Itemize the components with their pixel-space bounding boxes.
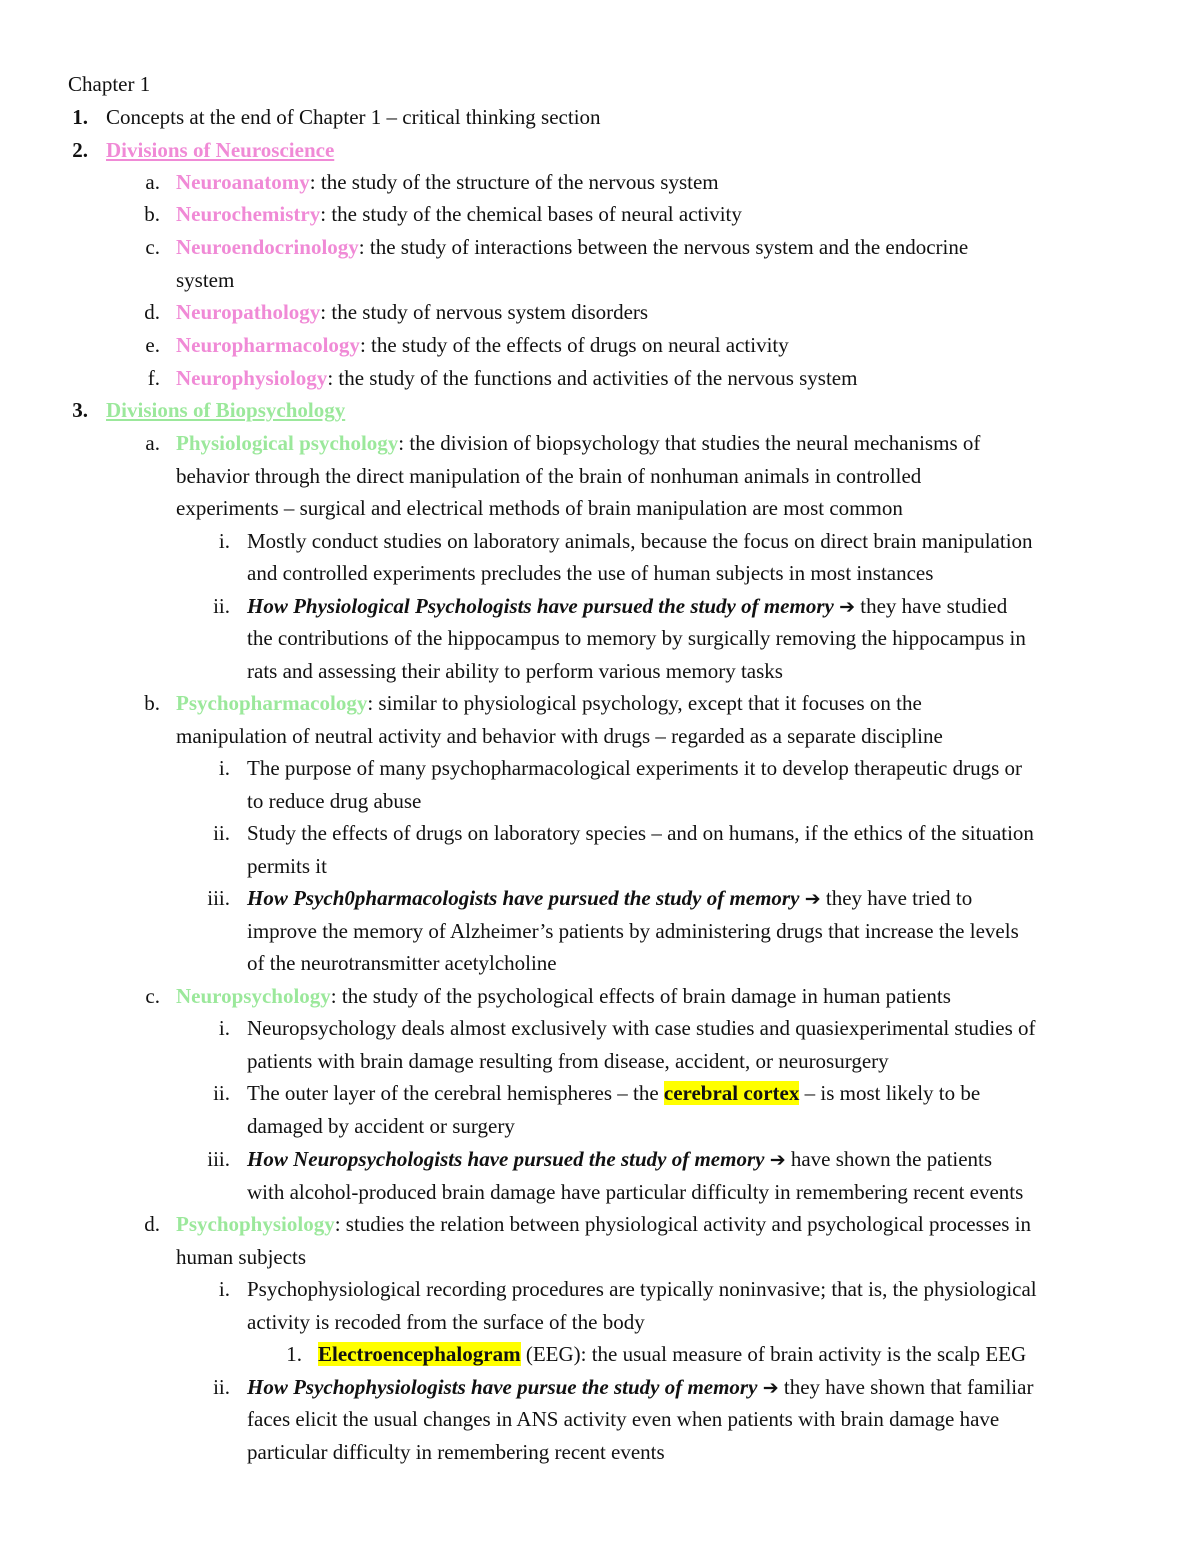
definition: : similar to physiological psychology, except that it focuses on the <box>367 691 922 715</box>
list-item-continued: damaged by accident or surgery <box>247 1114 515 1138</box>
text-after-highlight: – is most likely to be <box>799 1081 981 1105</box>
list-item <box>176 331 789 359</box>
list-item <box>247 1373 1033 1402</box>
list-item: Mostly conduct studies on laboratory animals, because the focus on direct brain manipulation <box>247 529 1033 553</box>
term: Psychopharmacology <box>176 691 368 715</box>
memory-answer: they have studied <box>855 594 1008 618</box>
list-marker: ii. <box>213 821 230 845</box>
memory-question: How Physiological Psychologists have pursued the study of memory <box>247 594 840 618</box>
term: Neurophysiology <box>176 366 328 390</box>
list-item: Neuropsychology deals almost exclusively with case studies and quasiexperimental studies of <box>247 1016 1036 1040</box>
term: Psychophysiology <box>176 1212 335 1236</box>
list-item <box>247 884 972 913</box>
list-item-continued: rats and assessing their ability to perform various memory tasks <box>247 659 783 683</box>
list-item <box>176 982 951 1010</box>
list-item-continued: activity is recoded from the surface of the body <box>247 1310 645 1334</box>
list-marker: i. <box>218 1277 230 1301</box>
list-item: The purpose of many psychopharmacological experiments it to develop therapeutic drugs or <box>247 756 1023 780</box>
list-item-continued: permits it <box>247 854 327 878</box>
list-item-continued: and controlled experiments precludes the use of human subjects in most instances <box>247 561 934 585</box>
right-arrow-icon: ➔ <box>804 888 821 910</box>
memory-question: How Neuropsychologists have pursued the study of memory <box>247 1147 770 1171</box>
definition: : the study of interactions between the nervous system and the endocrine <box>358 235 969 259</box>
memory-answer: they have tried to <box>820 886 973 910</box>
list-marker: e. <box>145 333 160 357</box>
definition: : the study of the effects of drugs on neural activity <box>359 333 789 357</box>
list-item: Study the effects of drugs on laboratory species – and on humans, if the ethics of the situation <box>247 821 1034 845</box>
list-marker: i. <box>218 756 230 780</box>
memory-question: How Psychophysiologists have pursue the study of memory <box>247 1375 763 1399</box>
list-item <box>176 689 922 717</box>
list-marker: 1. <box>286 1342 302 1366</box>
list-marker: c. <box>145 984 160 1008</box>
section-heading-neuroscience: Divisions of Neuroscience <box>106 138 335 162</box>
list-marker: f. <box>147 366 160 390</box>
list-item <box>318 1340 1026 1368</box>
list-marker: i. <box>218 529 230 553</box>
list-marker: ii. <box>213 1081 230 1105</box>
list-marker: ii. <box>213 1375 230 1399</box>
list-marker: d. <box>144 300 160 324</box>
highlighted-term: cerebral cortex <box>663 1081 800 1105</box>
definition-continued: manipulation of neutral activity and behavior with drugs – regarded as a separate discipline <box>176 724 943 748</box>
list-item <box>176 364 857 392</box>
term: Neurochemistry <box>176 202 321 226</box>
definition: : the study of the structure of the nervous system <box>309 170 719 194</box>
memory-answer: have shown the patients <box>785 1147 993 1171</box>
list-marker: iii. <box>207 1147 230 1171</box>
list-marker: 1. <box>72 105 88 129</box>
list-item-continued: faces elicit the usual changes in ANS activity even when patients with brain damage have <box>247 1407 1000 1431</box>
memory-answer: they have shown that familiar <box>778 1375 1034 1399</box>
definition: : studies the relation between physiological activity and psychological processes in <box>334 1212 1032 1236</box>
right-arrow-icon: ➔ <box>762 1377 779 1399</box>
list-marker: 3. <box>72 398 88 422</box>
list-item <box>176 168 719 196</box>
definition: : the usual measure of brain activity is the scalp EEG <box>580 1342 1027 1366</box>
definition: : the study of the functions and activities of the nervous system <box>327 366 858 390</box>
list-item <box>176 298 648 326</box>
term: Neuroanatomy <box>176 170 310 194</box>
list-item-continued: the contributions of the hippocampus to memory by surgically removing the hippocampus in <box>247 626 1026 650</box>
section-heading-biopsychology: Divisions of Biopsychology <box>106 398 346 422</box>
list-marker: d. <box>144 1212 160 1236</box>
definition-continued: system <box>176 268 235 292</box>
list-item: Psychophysiological recording procedures are typically noninvasive; that is, the physiological <box>247 1277 1037 1301</box>
definition-continued: experiments – surgical and electrical methods of brain manipulation are most common <box>176 496 903 520</box>
term: Neuropsychology <box>176 984 331 1008</box>
list-marker: i. <box>218 1016 230 1040</box>
right-arrow-icon: ➔ <box>769 1149 786 1171</box>
highlighted-term: Electroencephalogram <box>318 1342 521 1366</box>
list-marker: a. <box>145 431 160 455</box>
page-title: Chapter 1 <box>68 72 151 96</box>
list-item <box>176 200 742 228</box>
list-item <box>247 1079 980 1107</box>
list-item <box>176 233 968 261</box>
memory-question: How Psych0pharmacologists have pursued the study of memory <box>247 886 805 910</box>
list-marker: 2. <box>72 138 88 162</box>
list-item <box>247 592 1007 621</box>
list-marker: c. <box>145 235 160 259</box>
term: Neuroendocrinology <box>176 235 359 259</box>
definition: : the study of the chemical bases of neural activity <box>320 202 742 226</box>
definition-continued: behavior through the direct manipulation of the brain of nonhuman animals in controlled <box>176 464 922 488</box>
list-marker: b. <box>144 691 160 715</box>
list-item-continued: of the neurotransmitter acetylcholine <box>247 951 557 975</box>
list-marker: b. <box>144 202 160 226</box>
term: Neuropathology <box>176 300 321 324</box>
list-item-continued: to reduce drug abuse <box>247 789 422 813</box>
term: Neuropharmacology <box>176 333 360 357</box>
list-item <box>247 1145 992 1174</box>
text-before-highlight: The outer layer of the cerebral hemispheres – the <box>247 1081 664 1105</box>
abbreviation: (EEG) <box>520 1342 581 1366</box>
list-item-continued: patients with brain damage resulting from disease, accident, or neurosurgery <box>247 1049 889 1073</box>
list-item-continued: improve the memory of Alzheimer’s patients by administering drugs that increase the levels <box>247 919 1019 943</box>
list-marker: ii. <box>213 594 230 618</box>
list-item <box>176 429 980 457</box>
definition-continued: human subjects <box>176 1245 307 1269</box>
definition: : the study of nervous system disorders <box>320 300 649 324</box>
list-item-continued: with alcohol-produced brain damage have particular difficulty in remembering recent events <box>247 1180 1024 1204</box>
term: Physiological psychology <box>176 431 399 455</box>
list-marker: iii. <box>207 886 230 910</box>
right-arrow-icon: ➔ <box>839 596 856 618</box>
list-item <box>176 1210 1031 1238</box>
definition: : the division of biopsychology that studies the neural mechanisms of <box>398 431 981 455</box>
list-item: Concepts at the end of Chapter 1 – critical thinking section <box>106 105 601 129</box>
list-marker: a. <box>145 170 160 194</box>
list-item-continued: particular difficulty in remembering recent events <box>247 1440 665 1464</box>
definition: : the study of the psychological effects of brain damage in human patients <box>330 984 951 1008</box>
